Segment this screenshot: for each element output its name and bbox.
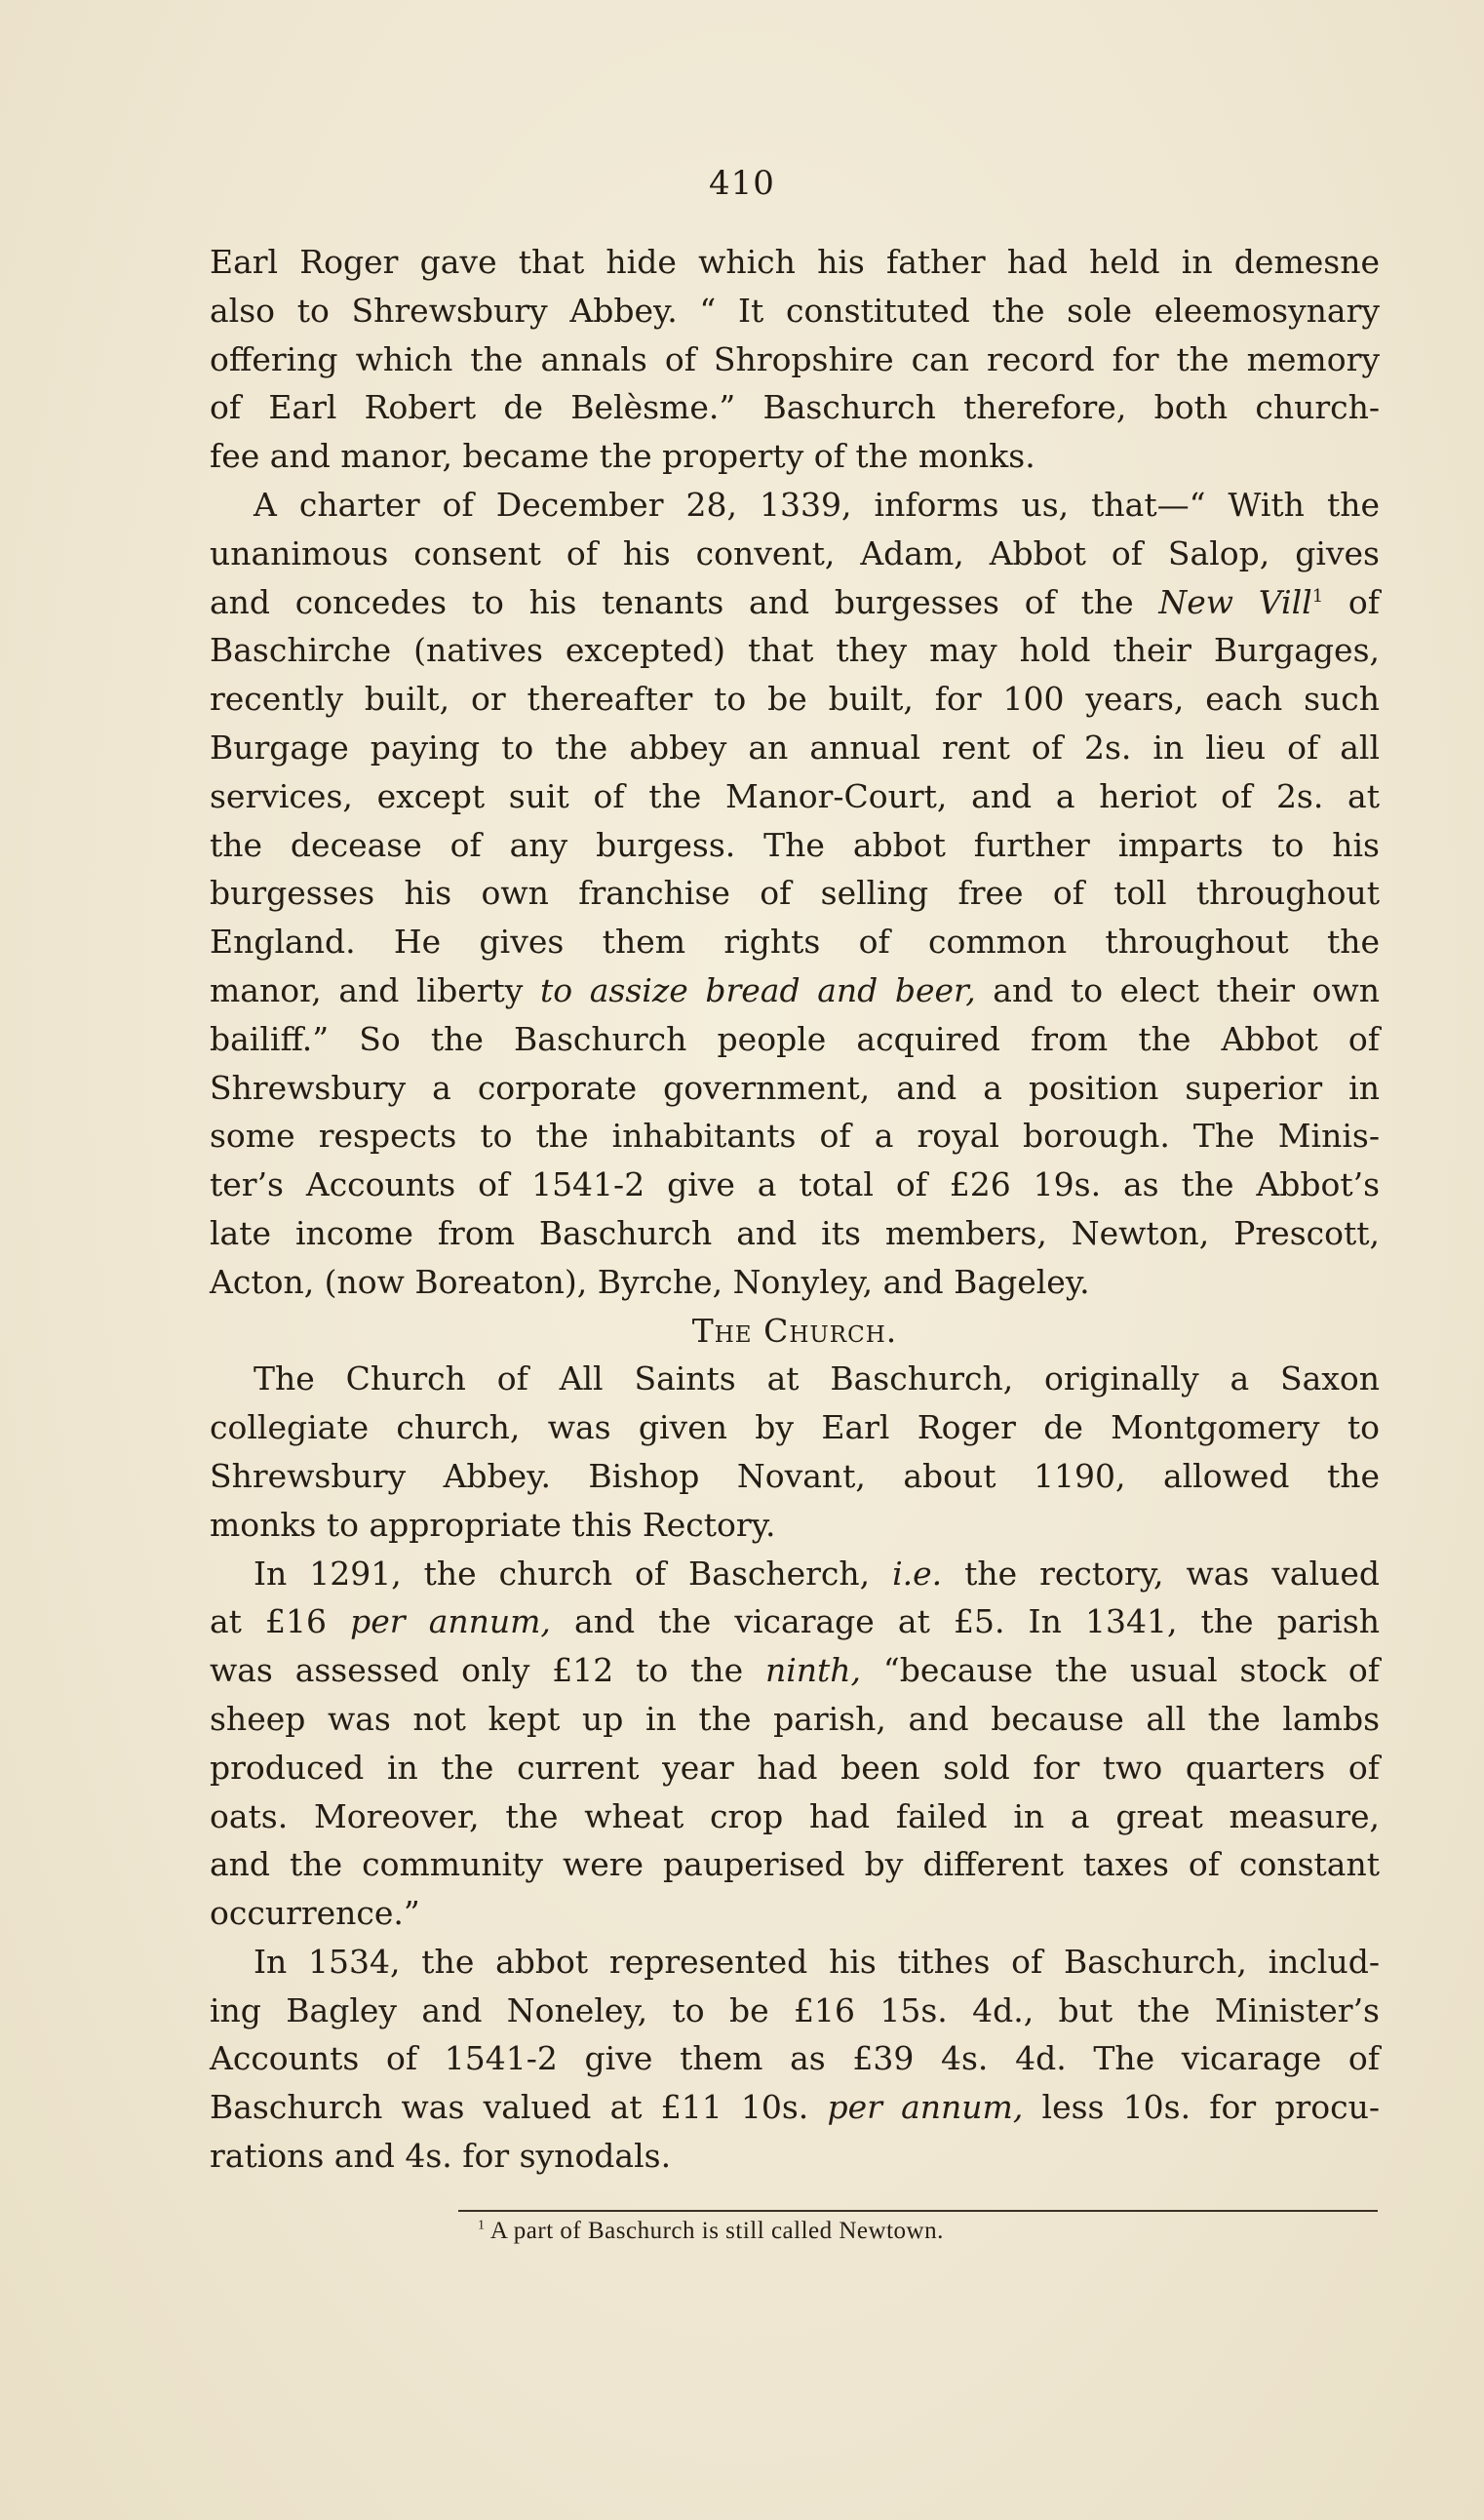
text-line: late income from Baschurch and its members, Newton, Prescott, <box>210 1213 1380 1252</box>
text-line: ing Bagley and Noneley, to be £16 15s. 4d., but the Minister’s <box>210 1990 1380 2029</box>
text-line: Baschirche (natives excepted) that they may hold their Burgages, <box>210 631 1380 670</box>
text-line: of Earl Robert de Belèsme.” Baschurch therefore, both church- <box>210 388 1380 427</box>
text-line: ter’s Accounts of 1541-2 give a total of £26 19s. as the Abbot’s <box>210 1165 1380 1204</box>
text-line: sheep was not kept up in the parish, and because all the lambs <box>210 1699 1380 1738</box>
text-line: collegiate church, was given by Earl Roger de Montgomery to <box>210 1408 1380 1447</box>
text-line: monks to appropriate this Rectory. <box>210 1505 776 1544</box>
paragraph-start: The Church of All Saints at Baschurch, originally a Saxon <box>254 1359 1380 1398</box>
text-line: Accounts of 1541-2 give them as £39 4s. 4d. The vicarage of <box>210 2039 1380 2078</box>
italic-text: i.e. <box>892 1554 943 1593</box>
italic-text: per annum, <box>350 1602 551 1641</box>
text-line: and the community were pauperised by different taxes of constant <box>210 1845 1380 1884</box>
footnote <box>478 2212 1355 2251</box>
text-line: oats. Moreover, the wheat crop had failed in a great measure, <box>210 1796 1380 1835</box>
text-line: the decease of any burgess. The abbot further imparts to his <box>210 825 1380 864</box>
text-line: was assessed only £12 to the ninth, “because the usual stock of <box>210 1651 1381 1690</box>
italic-text: New Vill <box>1158 582 1312 621</box>
text-line: recently built, or thereafter to be built, for 100 years, each such <box>210 680 1380 719</box>
italic-text: ninth, <box>764 1651 862 1690</box>
text-line: produced in the current year had been sold for two quarters of <box>210 1748 1380 1787</box>
text-line: fee and manor, became the property of the monks. <box>210 437 1035 476</box>
footnote-marker: 1 <box>478 2218 486 2233</box>
text-line: Burgage paying to the abbey an annual rent of 2s. in lieu of all <box>210 728 1380 767</box>
body-text <box>210 238 1380 2181</box>
text-line: also to Shrewsbury Abbey. “ It constituted the sole eleemosynary <box>210 291 1380 330</box>
text-line: bailiff.” So the Baschurch people acquired from the Abbot of <box>210 1019 1380 1058</box>
text-line: unanimous consent of his convent, Adam, Abbot of Salop, gives <box>210 533 1380 572</box>
page-number: 410 <box>709 164 775 203</box>
text-line: and concedes to his tenants and burgesses of the New Vill$^1$ of <box>210 582 1380 621</box>
text-line: Earl Roger gave that hide which his father had held in demesne <box>210 243 1380 281</box>
text-line: manor, and liberty to assize bread and beer, and to elect their own <box>210 970 1380 1009</box>
italic-text: to assize bread and beer, <box>540 970 976 1009</box>
text-line: occurrence.” <box>210 1894 420 1933</box>
text-line: offering which the annals of Shropshire can record for the memory <box>210 339 1380 378</box>
text-line: burgesses his own franchise of selling free of toll throughout <box>210 874 1380 913</box>
text-line: Baschurch was valued at £11 10s. per annum, less 10s. for procu- <box>210 2088 1380 2127</box>
text-line: rations and 4s. for synodals. <box>210 2137 672 2176</box>
footnote-reference: 1 <box>1311 585 1324 607</box>
text-line: Shrewsbury a corporate government, and a position superior in <box>210 1068 1380 1107</box>
paragraph-start: In 1291, the church of Bascherch, i.e. the rectory, was valued <box>254 1554 1381 1593</box>
text-line: at £16 per annum, and the vicarage at £5. In 1341, the parish <box>210 1602 1381 1641</box>
paragraph-start: A charter of December 28, 1339, informs us, that—“ With the <box>254 485 1380 524</box>
text-line: services, except suit of the Manor-Court, and a heriot of 2s. at <box>210 776 1380 815</box>
text-line: Acton, (now Boreaton), Byrche, Nonyley, and Bageley. <box>210 1262 1090 1301</box>
italic-text: per annum, <box>827 2088 1024 2127</box>
text-line: Shrewsbury Abbey. Bishop Novant, about 1190, allowed the <box>210 1456 1380 1495</box>
footnote-text: A part of Baschurch is still called Newtown. <box>485 2218 944 2244</box>
paragraph-start: In 1534, the abbot represented his tithes of Baschurch, includ- <box>254 1942 1380 1981</box>
section-heading: The Church. <box>691 1311 898 1350</box>
text-line: England. He gives them rights of common throughout the <box>210 923 1380 962</box>
text-line: some respects to the inhabitants of a royal borough. The Minis- <box>210 1117 1380 1156</box>
